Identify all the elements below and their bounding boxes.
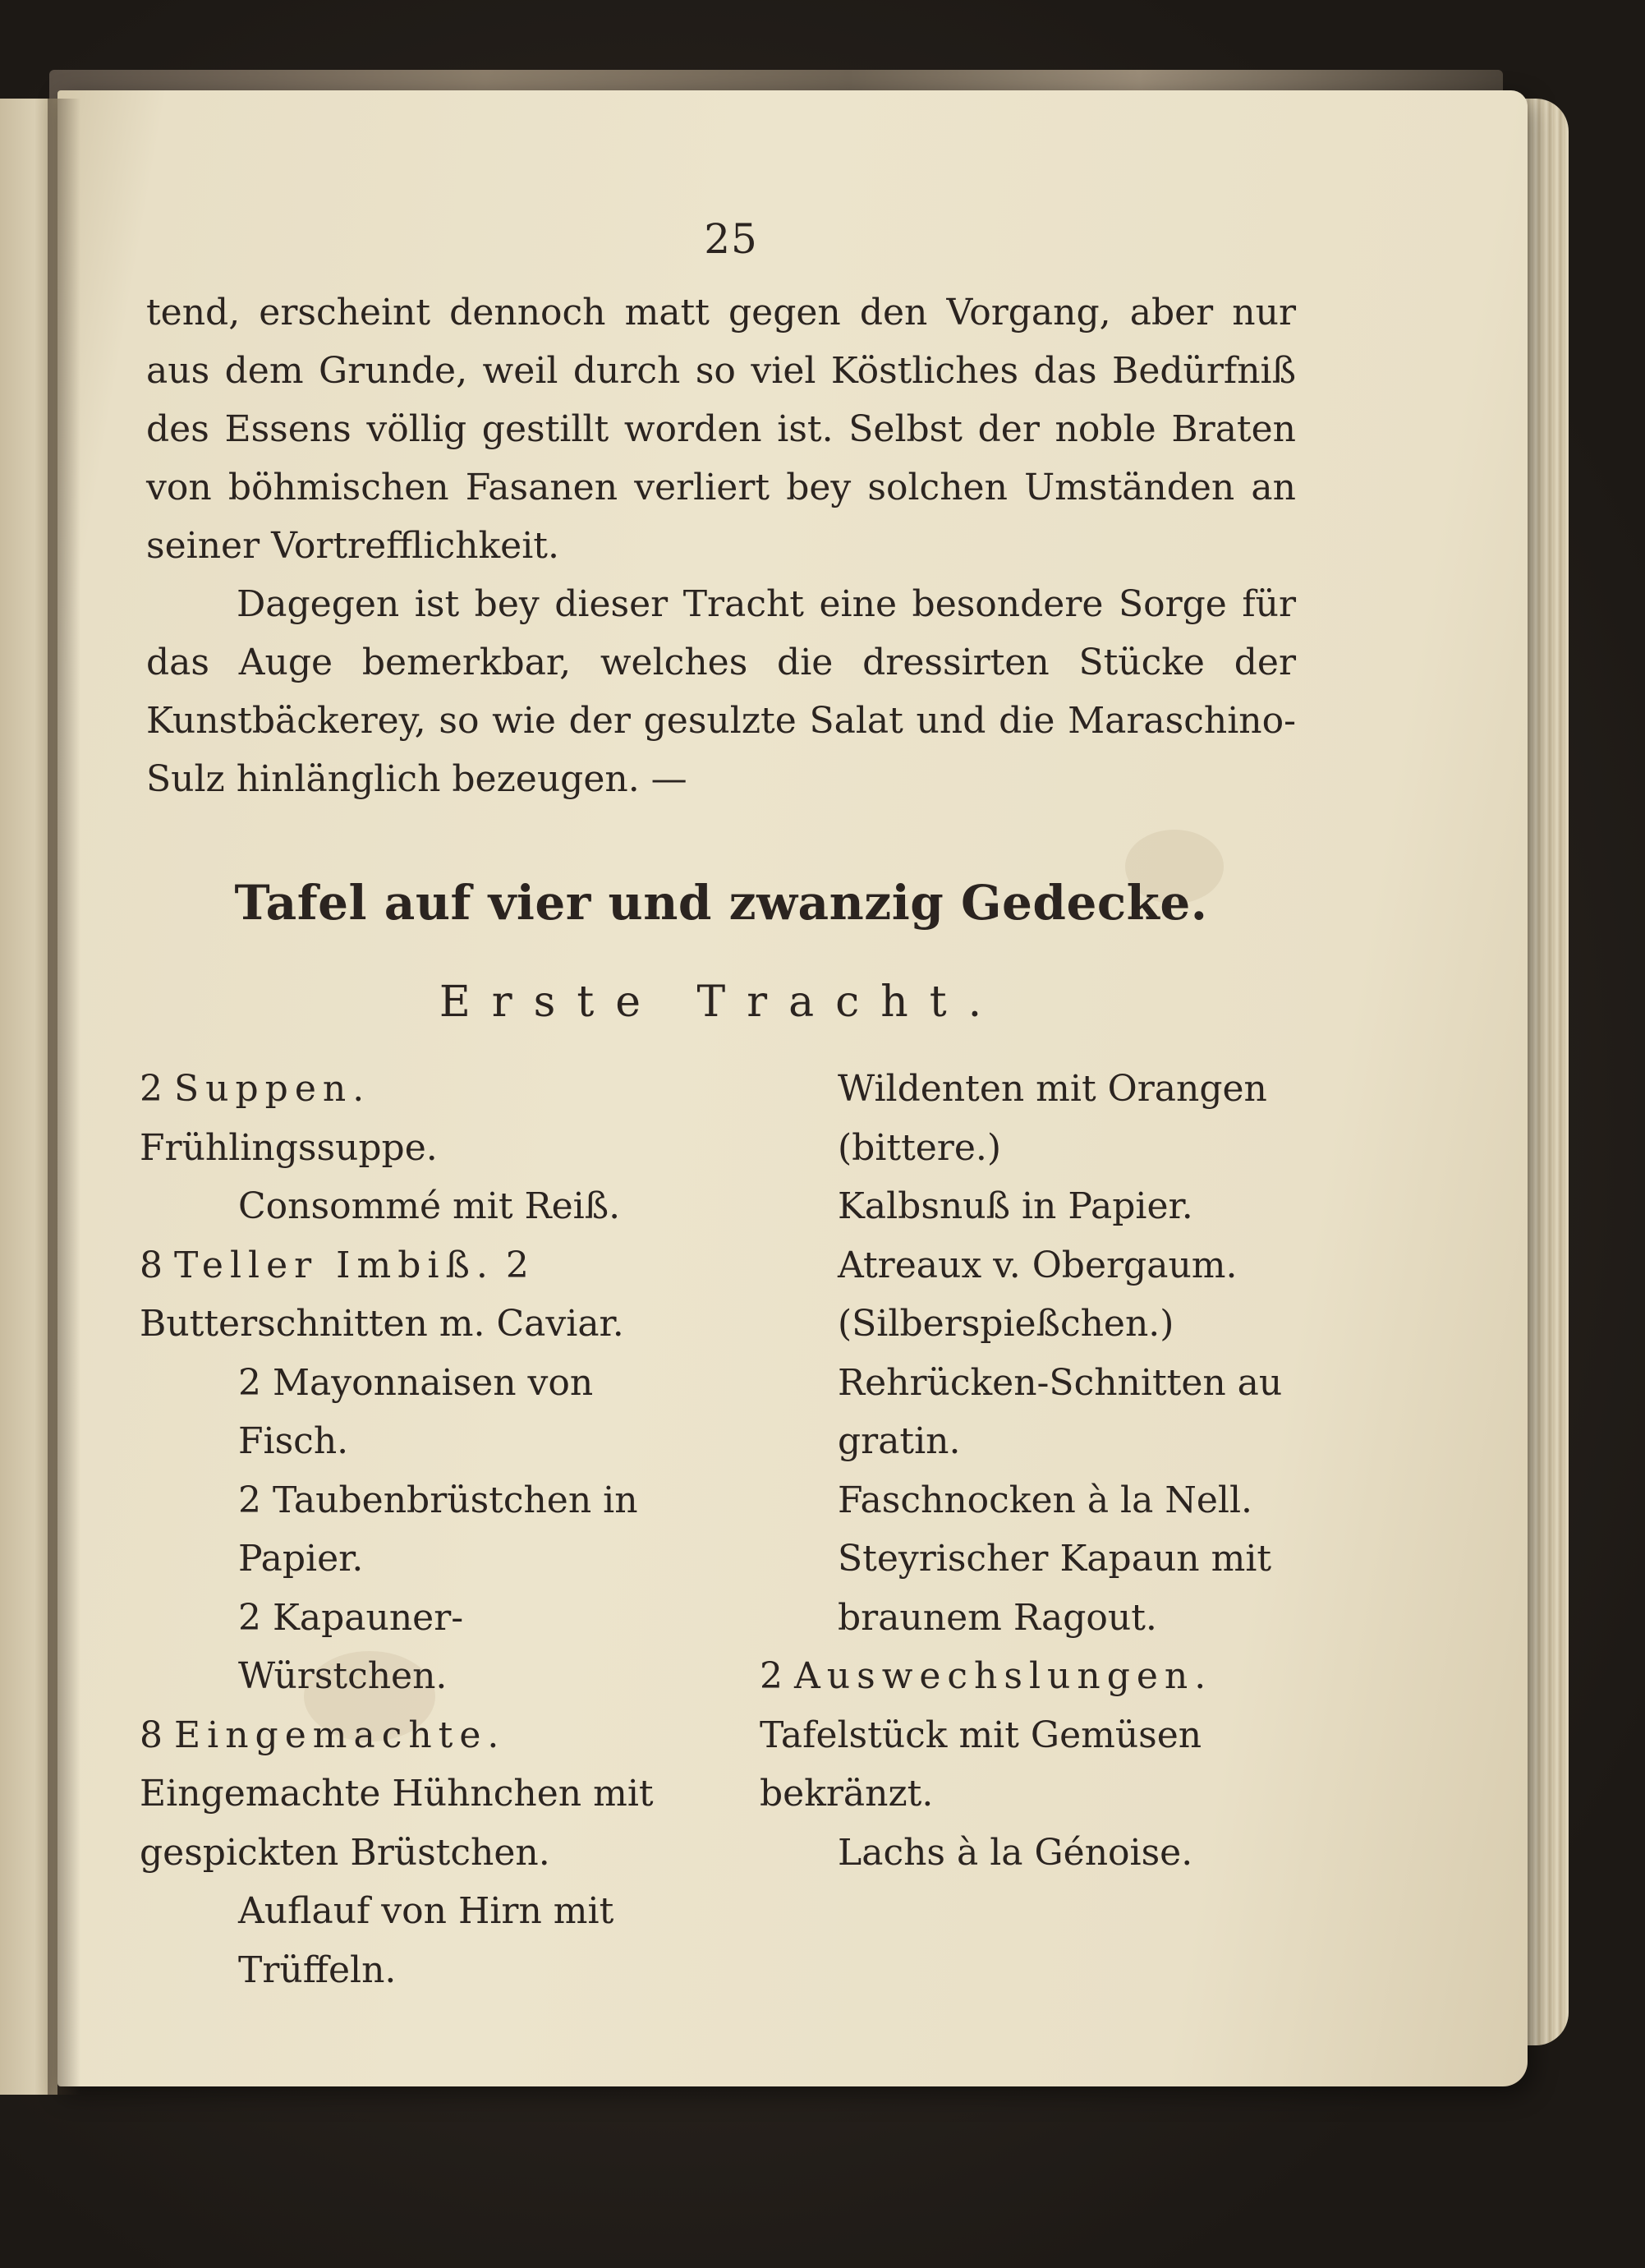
- menu-column-left: [140, 1060, 665, 1999]
- menu-entry: [140, 1060, 665, 1177]
- menu-column-right: [760, 1060, 1310, 1882]
- body-text: [146, 283, 1296, 808]
- menu-entry: Consommé mit Reiß.: [238, 1185, 621, 1227]
- menu-entry: [760, 1647, 1310, 1824]
- course-title: Erste Tracht.: [439, 978, 1004, 1027]
- menu-entry: Lachs à la Génoise.: [838, 1831, 1193, 1874]
- entry-count: 2: [760, 1655, 783, 1697]
- menu-entry: Wildenten mit Orangen (bittere.): [838, 1068, 1267, 1169]
- menu-title: Tafel auf vier und zwanzig Gedecke.: [234, 875, 1208, 931]
- menu-entry: 2 Kapauner-Würstchen.: [238, 1596, 464, 1697]
- entry-count: 8: [140, 1714, 163, 1756]
- entry-text: 2 Butterschnitten m. Caviar.: [140, 1244, 624, 1345]
- menu-entry: Kalbsnuß in Papier.: [838, 1185, 1193, 1227]
- entry-heading: Teller Imbiß.: [174, 1244, 494, 1286]
- entry-heading: Suppen.: [174, 1068, 371, 1110]
- menu-entry: 2 Mayonnaisen von Fisch.: [238, 1361, 594, 1462]
- spine-shadow: [48, 99, 80, 2095]
- entry-text: Tafelstück mit Gemüsen bekränzt.: [760, 1714, 1202, 1815]
- entry-count: 8: [140, 1244, 163, 1286]
- entry-heading: Eingemachte.: [174, 1714, 506, 1756]
- menu-entry: Faschnocken à la Nell.: [838, 1479, 1253, 1521]
- paragraph: tend, erscheint dennoch matt gegen den Vorgang, aber nur aus dem Grunde, weil durch so viel Köstliches das Bedürfniß des Essens völlig gestillt worden ist. Selbst der noble Braten von böhmischen Fasanen verliert bey solchen Umständen an seiner Vortrefflichkeit.: [146, 292, 1296, 567]
- menu-entry: Auflauf von Hirn mit Trüffeln.: [238, 1890, 614, 1991]
- menu-entry: Atreaux v. Obergaum. (Silberspießchen.): [838, 1244, 1238, 1345]
- menu-entry: [140, 1236, 665, 1354]
- paragraph: Dagegen ist bey dieser Tracht eine besondere Sorge für das Auge bemerkbar, welches die dressirten Stücke der Kunstbäckerey, so wie der gesulzte Salat und die Maraschino-Sulz hinlänglich bezeugen. —: [146, 583, 1296, 800]
- menu-entry: [140, 1706, 665, 1883]
- entry-heading: Auswechslungen.: [794, 1655, 1213, 1697]
- entry-text: Frühlingssuppe.: [140, 1126, 438, 1169]
- menu-entry: Steyrischer Kapaun mit braunem Ragout.: [838, 1538, 1272, 1639]
- menu-entry: 2 Taubenbrüstchen in Papier.: [238, 1479, 638, 1580]
- entry-text: Eingemachte Hühnchen mit gespickten Brüstchen.: [140, 1773, 654, 1874]
- entry-count: 2: [140, 1068, 163, 1110]
- menu-entry: Rehrücken-Schnitten au gratin.: [838, 1361, 1283, 1462]
- page-number: 25: [704, 215, 758, 263]
